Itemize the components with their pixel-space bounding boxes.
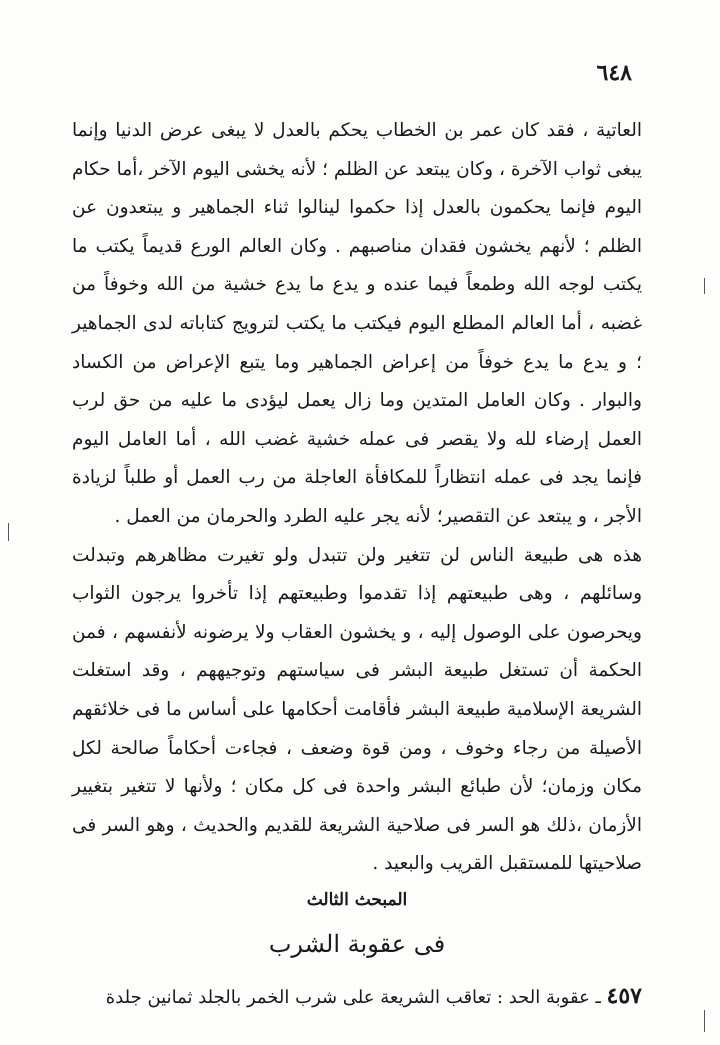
margin-mark <box>704 1010 705 1032</box>
page-number: ٦٤٨ <box>596 60 632 86</box>
margin-mark <box>704 278 705 294</box>
footnote-line <box>72 983 642 1009</box>
item-number: ٤٥٧ <box>606 983 642 1009</box>
item-text: ـ عقوبة الحد : تعاقب الشريعة على شرب الخمر بالجلد ثمانين جلدة <box>105 987 601 1008</box>
paragraph-1: العاتية ، فقد كان عمر بن الخطاب يحكم بالعدل لا يبغى عرض الدنيا وإنما يبغى ثواب الآخرة ، وكان يبتعد عن الظلم ؛ لأنه يخشى اليوم الآخر ،أما حكام اليوم فإنما يحكمون بالعدل إذا حكموا لينالوا ثناء الجماهير و يبتعدون عن الظلم ؛ لأنهم يخشون فقدان مناصبهم . وكان العالم الورع قديماً يكتب ما يكتب لوجه الله وطمعاً فيما عنده و يدع ما يدع خشية من الله وخوفاً من غضبه ، أما العالم المطلع اليوم فيكتب ما يكتب لترويج كتاباته لدى الجماهير ؛ و يدع ما يدع خوفاً من إعراض الجماهير وما يتبع الإعراض من الكساد والبوار . وكان العامل المتدين وما زال يعمل ليؤدى ما عليه من حق لرب العمل إرضاء لله ولا يقصر فى عمله خشية غضب الله ، أما العامل اليوم فإنما يجد فى عمله انتظاراً للمكافأة العاجلة من رب العمل أو طلباً لزيادة الأجر ، و يبتعد عن التقصير؛ لأنه يجر عليه الطرد والحرمان من العمل . <box>72 120 642 527</box>
paragraph-2: هذه هى طبيعة الناس لن تتغير ولن تتبدل ولو تغيرت مظاهرهم وتبدلت وسائلهم ، وهى طبيعتهم إذا تقدموا وطبيعتهم إذا تأخروا يرجون الثواب ويحرصون على الوصول إليه ، و يخشون العقاب ولا يرضونه لأنفسهم ، فمن الحكمة أن تستغل طبيعة البشر فى سياستهم وتوجيههم ، وقد استغلت الشريعة الإسلامية طبيعة البشر فأقامت أحكامها على أساس ما فى خلائقهم الأصيلة من رجاء وخوف ، ومن قوة وضعف ، فجاءت أحكاماً صالحة لكل مكان وزمان؛ لأن طبائع البشر واحدة فى كل مكان ؛ ولأنها لا تتغير بتغيير الأزمان ،ذلك هو السر فى صلاحية الشريعة للقديم والحديث ، وهو السر فى صلاحيتها للمستقبل القريب والبعيد . <box>72 544 642 875</box>
section-label: المبحث الثالث <box>306 890 408 910</box>
body-text <box>72 112 642 884</box>
section-title: فى عقوبة الشرب <box>268 930 446 958</box>
margin-mark <box>8 523 9 541</box>
